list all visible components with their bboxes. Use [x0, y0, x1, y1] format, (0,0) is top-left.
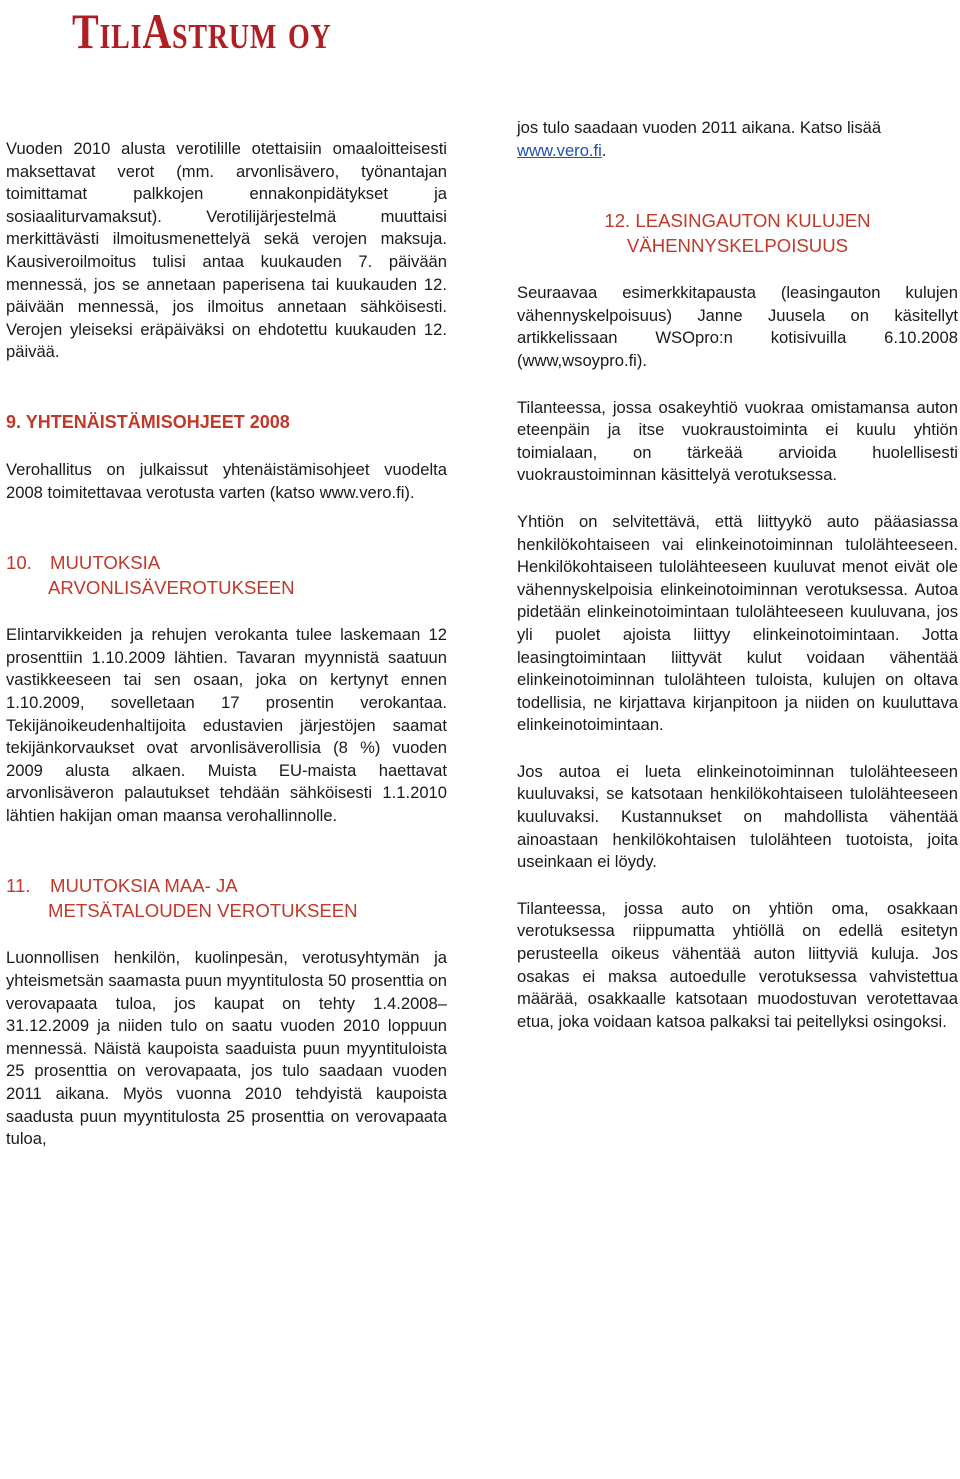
company-logo: TiliAstrum oy [72, 3, 332, 59]
continuation-end: . [601, 140, 607, 160]
section-12-title-line1: 12. LEASINGAUTON KULUJEN [604, 210, 871, 232]
section-10-text: Elintarvikkeiden ja rehujen verokanta tulee laskemaan 12 prosenttiin 1.10.2009 lähtien. Tavaran myynnistä saatuun vastikkeeseen tai sen osaan, joka on kertynyt ennen 1.10.2009, sovelletaan 17 prosentin verokantaa. Tekijänoikeudenhaltijoita edustavien järjestöjen saamat tekijänkorvaukset ovat arvonlisäverollisia (8 %) vuoden 2009 alusta alkaen. Muista EU-maista haettavat arvonlisäveron palautukset tehdään sähköisesti 1.1.2010 lähtien hakijan oman maansa verohallinnolle. [6, 625, 447, 825]
section-11-title [6, 873, 447, 923]
section-12-paragraph-2: Tilanteessa, jossa osakeyhtiö vuokraa omistamansa auton eteenpäin ja itse vuokraustoiminta ei kuulu yhtiön toimialaan, on tärkeää arvioida huolellisesti vuokraustoiminnan käsittelyä verotuksessa. [517, 397, 958, 485]
section-10-title-line2: ARVONLISÄVEROTUKSEEN [48, 577, 295, 599]
section-12-title-line2: VÄHENNYSKELPOISUUS [626, 235, 849, 257]
right-column [517, 117, 958, 1033]
left-column [6, 138, 447, 1151]
section-10-title [6, 550, 447, 600]
section-12-paragraph-5: Tilanteessa, jossa auto on yhtiön oma, osakkaan verotuksessa riippumatta yhtiöllä on edellä esitetyn perusteella oikeus vähentää auton liittyviä kuluja. Jos osakas ei maksa autoedulle verotuksessa vahvistettua määrää, osakkaalle katsotaan muodostuvan verotettavaa etua, joka voidaan katsoa palkaksi tai peitellyksi osingoksi. [517, 898, 958, 1031]
section-11-number: 11. [6, 875, 31, 897]
continuation-paragraph [517, 117, 958, 162]
vero-link[interactable]: www.vero.fi [517, 140, 602, 160]
continuation-text: jos tulo saadaan vuoden 2011 aikana. Katso lisää [517, 118, 882, 137]
section-9-title: 9. YHTENÄISTÄMISOHJEET 2008 [6, 411, 290, 432]
section-11-title-line2: METSÄTALOUDEN VEROTUKSEEN [48, 900, 358, 922]
section-12-title [517, 208, 958, 258]
section-12-paragraph-3: Yhtiön on selvitettävä, että liittyykö auto pääasiassa henkilökohtaiseen vai elinkeinotoiminnan tulolähteeseen. Henkilökohtaiseen tulolähteeseen kuuluvat menot eivät ole vähennyskelpoisia elinkeinotoiminnan verotuksessa. Autoa pidetään elinkeinotoimintaan tulolähteeseen kuuluvana, jos yli puolet ajoista liittyy elinkeinotoimintaan. Jotta leasingtoimintaan liittyvät kulut voidaan vähentää elinkeinotoiminnan tulolähteen tuloista, kulujen on oltava todellisia, ne kirjattava kirjanpitoon ja niiden on kuuluttava elinkeinotoimintaan. [517, 511, 958, 735]
section-9-text: Verohallitus on julkaissut yhtenäistämisohjeet vuodelta 2008 toimitettavaa verotusta varten (katso www.vero.fi). [6, 459, 447, 502]
section-10-number: 10. [6, 552, 32, 574]
section-10-title-line1: MUUTOKSIA [50, 552, 161, 574]
section-12-paragraph-1: Seuraavaa esimerkkitapausta (leasingauton kulujen vähennyskelpoisuus) Janne Juusela on käsitellyt artikkelissaan WSOpro:n kotisivuilla 6.10.2008 (www,wsoypro.fi). [517, 283, 958, 370]
section-11-text: Luonnollisen henkilön, kuolinpesän, verotusyhtymän ja yhteismetsän saamasta puun myyntitulosta 50 prosenttia on verovapaata tuloa, jos kaupat on tehty 1.4.2008– 31.12.2009 ja niiden tulo on saatu vuoden 2010 loppuun mennessä. Näistä kaupoista saaduista puun myyntituloista 25 prosenttia on verovapaata, jos tulo saadaan vuoden 2011 aikana. Myös vuonna 2010 tehdyistä kaupoista saadusta puun myyntitulosta 25 prosenttia on verovapaata tuloa, [6, 948, 447, 1149]
section-11-title-line1: MUUTOKSIA MAA- JA [50, 875, 238, 897]
section-12-paragraph-4: Jos autoa ei lueta elinkeinotoiminnan tulolähteeseen kuuluvaksi, se katsotaan henkilökohtaiseen tulolähteeseen kuuluvaksi. Kustannukset on mahdollista vähentää ainoastaan henkilökohtaisen tulolähteen tuotoista, joita useinkaan ei löydy. [517, 761, 958, 872]
intro-paragraph: Vuoden 2010 alusta verotilille otettaisiin omaaloitteisesti maksettavat verot (mm. arvonlisävero, työnantajan toimittamat palkkojen ennakonpidätykset ja sosiaaliturvamaksut). Verotilijärjestelmä muuttaisi merkittävästi ilmoitusmenettelyä sekä verojen maksuja. Kausiveroilmoitus tulisi antaa kuukauden 7. päivään mennessä, jos se annetaan paperisena tai kuukauden 12. päivään mennessä, jos ilmoitus annetaan sähköisesti. Verojen yleiseksi eräpäiväksi on ehdotettu kuukauden 12. päivää. [6, 139, 447, 362]
